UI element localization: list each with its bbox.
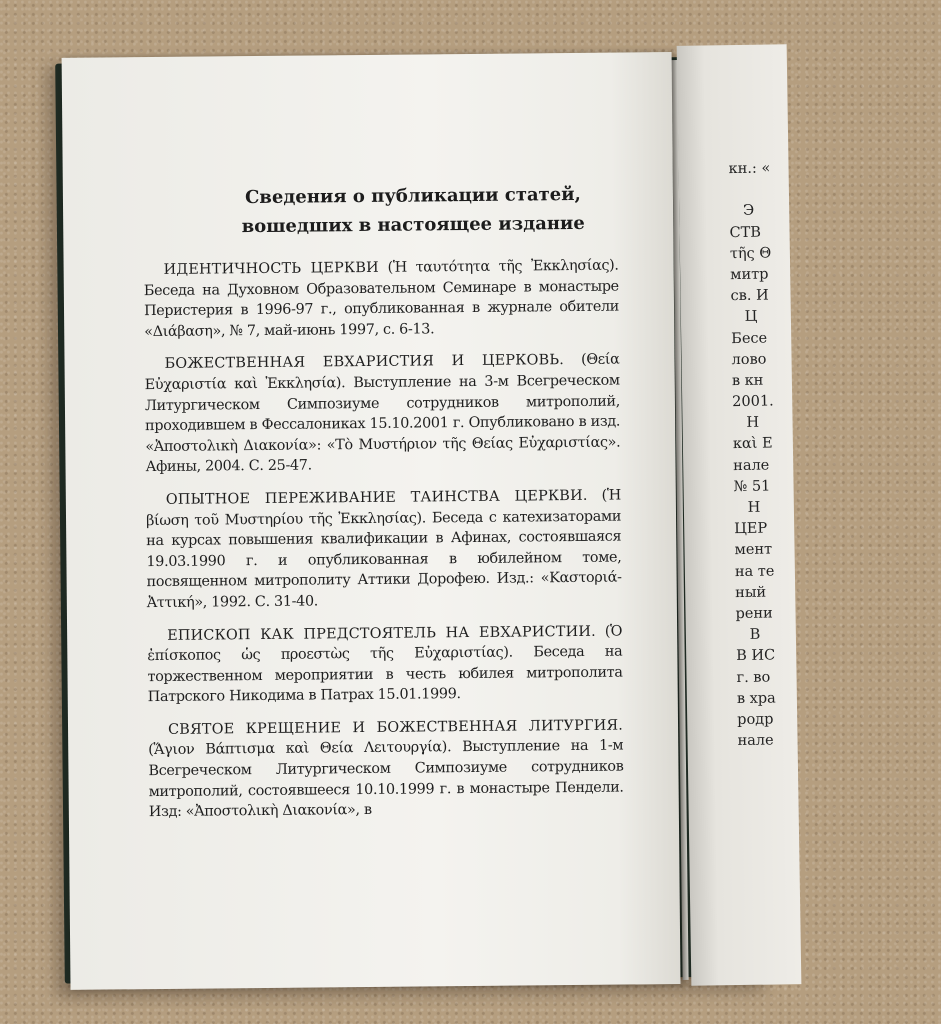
right-page-line: СТВ xyxy=(729,224,762,241)
right-page-line: ный xyxy=(735,584,767,601)
entry-text: (Θεία Εὐχαριστία καὶ Ἐκκλησία). Выступление на 3-м Всегреческом Литургическом Симпозиуме сотрудников митрополий, проходившем в Фессалониках 15.10.2001 г. Опубликовано в изд. «Ἀποστολικὴ Διακονία»: «Τὸ Μυστήριον τῆς Θείας Εὐχαριστίας». Афины, 2004. С. 25-47. xyxy=(144,351,621,476)
right-page-line: τῆς Θ xyxy=(729,245,772,262)
right-page-line: нале xyxy=(737,732,774,750)
right-page-line: на те xyxy=(734,563,775,580)
entry-title: БОЖЕСТВЕННАЯ ЕВХАРИСТИЯ И ЦЕРКОВЬ. xyxy=(164,352,565,373)
right-page-line: митр xyxy=(730,266,769,284)
right-page-line: 2001. xyxy=(732,393,774,411)
right-page-line: г. во xyxy=(736,669,771,686)
right-page-line: № 51 xyxy=(733,478,771,495)
entry-text: (Ἡ ταυτότητα τῆς Ἐκκλησίας). Беседа на Духовном Образовательном Семинаре в монастыре Перистерия в 1996-97 г., опубликованная в журнале обители «Διάβαση», № 7, май-июнь 1997, с. 6-13. xyxy=(143,257,620,340)
left-page xyxy=(62,52,681,990)
right-page-line: лово xyxy=(731,351,767,368)
right-page-line: кн.: « xyxy=(728,160,771,178)
entry-text: (Ἅγιον Βάπτισμα καὶ Θεία Λειτουργία). Выступление на 1-м Всегреческом Литургическом Симпозиуме сотрудников митрополий, состоявшееся 10.10.1999 г. в монастыре Пендели. Изд: «Ἀποστολικὴ Διακονία», в xyxy=(148,738,624,821)
right-page-line: св. И xyxy=(730,287,769,305)
heading-line-1: Сведения о публикации статей, xyxy=(244,183,581,209)
publication-entry xyxy=(144,350,620,478)
publication-entry xyxy=(144,256,620,343)
publication-entry xyxy=(147,621,623,708)
right-page-line: мент xyxy=(734,541,773,559)
entry-title: ОПЫТНОЕ ПЕРЕЖИВАНИЕ ТАИНСТВА ЦЕРКВИ. xyxy=(165,487,588,508)
publication-entry xyxy=(148,715,624,823)
right-page-line: Бесе xyxy=(731,330,768,347)
right-page-line: нале xyxy=(733,457,770,474)
right-page-line: Э xyxy=(729,203,755,220)
show-through-header xyxy=(146,122,706,142)
right-page-line: Ц xyxy=(730,309,758,326)
publication-list xyxy=(144,256,624,835)
entry-text: (Ἡ βίωση τοῦ Μυστηρίου τῆς Ἐκκλησίας). Беседа с катехизаторами на курсах повышения квалификации в Афинах, состоявшаяся 19.03.1990 г. и опубликованная в юбилейном томе, посвященном митрополиту Аттики Дорофею. Изд.: «Καστοριά-Ἀττική», 1992. С. 31-40. xyxy=(145,487,622,612)
right-page-line: Н xyxy=(733,499,761,517)
entry-text: (Ὁ ἐπίσκοπος ὡς προεστὼς τῆς Εὐχαριστίας). Беседа на торжественном мероприятии в честь юбилея митрополита Патрского Никодима в Патрах 15.01.1999. xyxy=(147,623,623,706)
right-page-line: в кн xyxy=(731,372,764,389)
right-page-line: родр xyxy=(737,711,774,728)
right-page-line: В xyxy=(735,626,761,644)
entry-title: ЕПИСКОП КАК ПРЕДСТОЯТЕЛЬ НА ЕВХАРИСТИИ. xyxy=(167,623,596,644)
right-page-line: ЦЕР xyxy=(734,520,768,538)
right-page-line: рени xyxy=(735,605,773,623)
publication-entry xyxy=(146,485,622,613)
entry-title: СВЯТОЕ КРЕЩЕНИЕ И БОЖЕСТВЕННАЯ ЛИТУРГИЯ. xyxy=(167,717,624,738)
right-page-line: καὶ Ε xyxy=(732,435,773,453)
entry-title: ИДЕНТИЧНОСТЬ ЦЕРКВИ xyxy=(163,259,379,278)
right-page-line: В ИС xyxy=(736,647,776,665)
right-page-text xyxy=(728,156,937,752)
page-heading xyxy=(123,179,704,243)
right-page-line: Н xyxy=(732,414,760,432)
heading-line-2: вошедших в настоящее издание xyxy=(241,212,585,238)
right-page-line: в хра xyxy=(736,690,776,707)
